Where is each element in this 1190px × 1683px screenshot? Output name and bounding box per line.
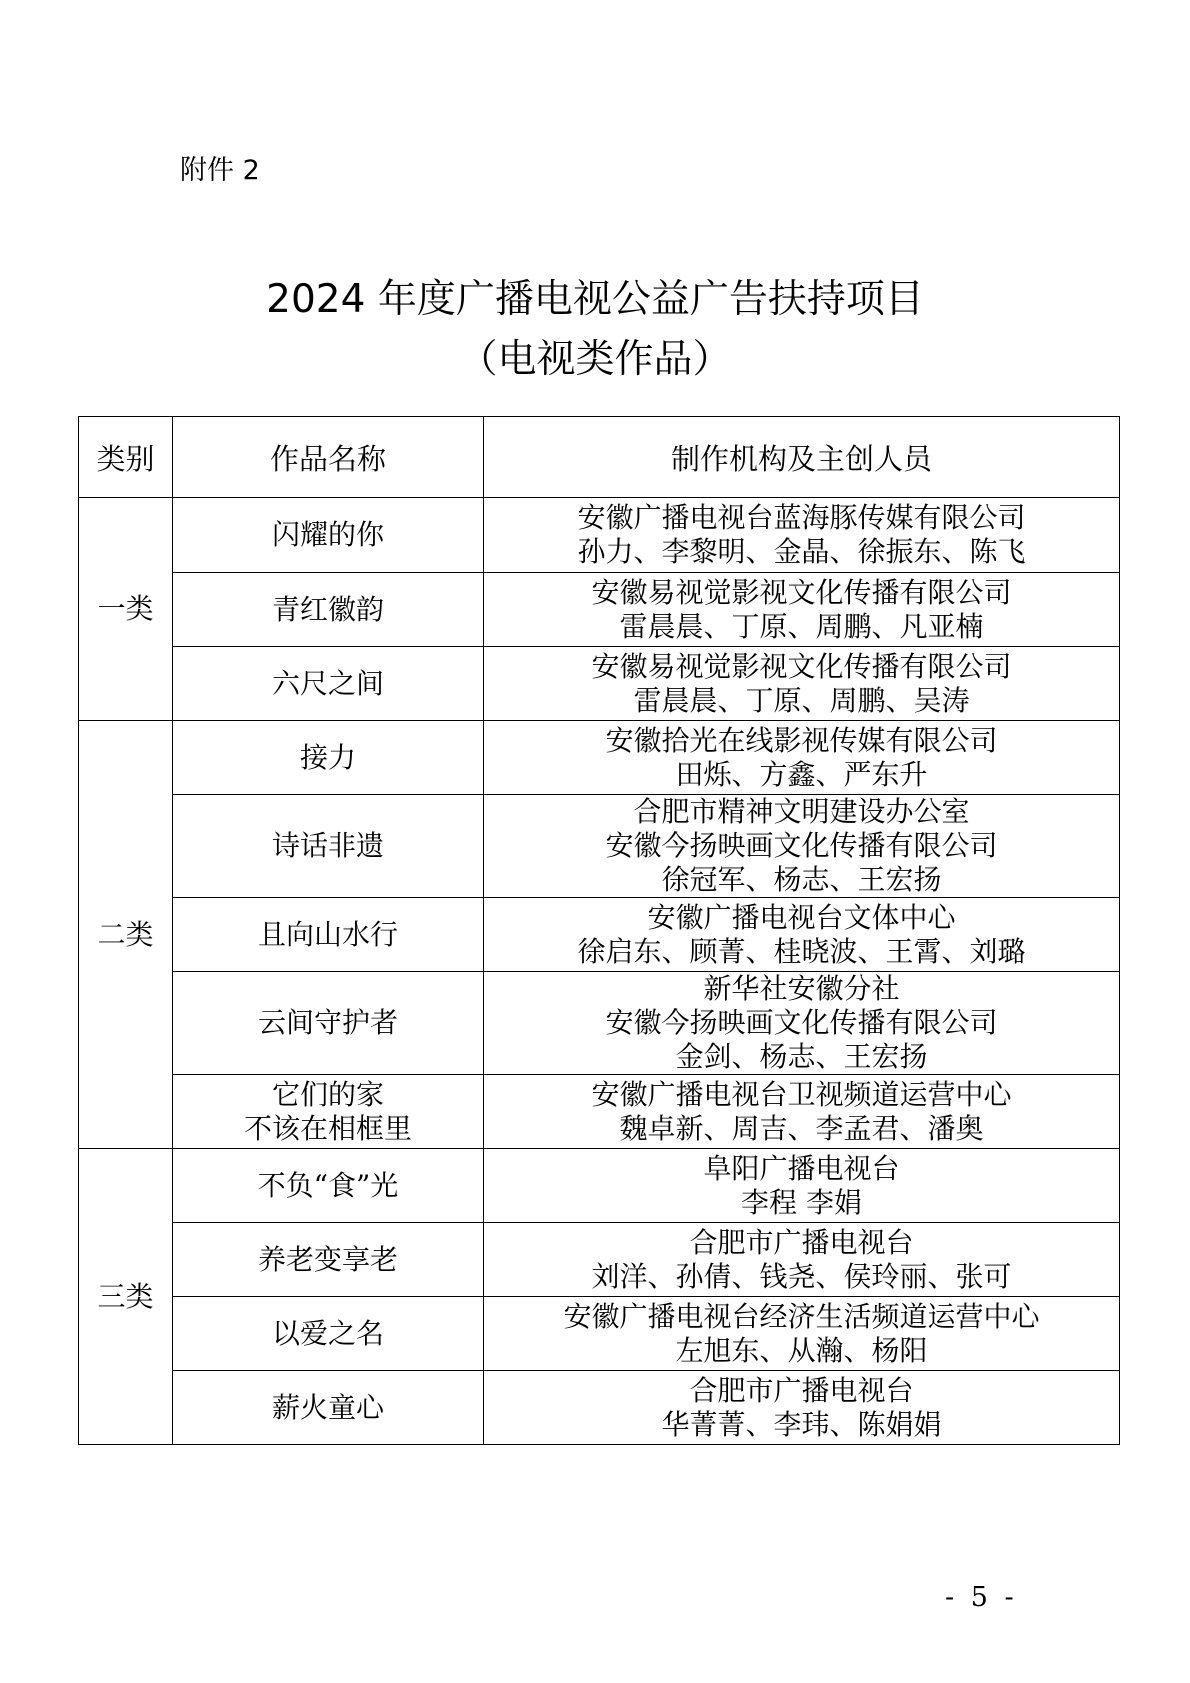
table-row xyxy=(79,1223,1120,1297)
work-name-cell xyxy=(173,1371,484,1445)
producer-cell xyxy=(484,972,1120,1075)
work-name-cell xyxy=(173,1149,484,1223)
projects-table xyxy=(78,416,1120,1445)
category-cell: 二类 xyxy=(79,721,173,1149)
table-row xyxy=(79,898,1120,972)
work-name-cell xyxy=(173,721,484,795)
work-name-line: 闪耀的你 xyxy=(271,518,384,551)
table-header-row xyxy=(79,417,1120,498)
producer-cell xyxy=(484,498,1120,573)
producer-line: 安徽广播电视台蓝海豚传媒有限公司 xyxy=(577,501,1026,534)
producer-line: 安徽易视觉影视文化传播有限公司 xyxy=(591,575,1012,609)
producer-line: 魏卓新、周吉、李孟君、潘奥 xyxy=(619,1111,984,1145)
producer-cell xyxy=(484,647,1120,721)
producer-line: 安徽广播电视台卫视频道运营中心 xyxy=(591,1077,1012,1111)
work-name-cell xyxy=(173,498,484,573)
work-name-line: 不负“食”光 xyxy=(257,1168,399,1202)
producer-cell xyxy=(484,721,1120,795)
work-name-line: 不该在相框里 xyxy=(243,1111,412,1145)
page-number: - 5 - xyxy=(945,1582,1018,1613)
producer-cell xyxy=(484,1223,1120,1297)
producer-line: 金剑、杨志、王宏扬 xyxy=(675,1040,928,1073)
work-name-line: 诗话非遗 xyxy=(271,829,384,862)
producer-line: 左旭东、从瀚、杨阳 xyxy=(675,1333,928,1367)
document-title: 2024 年度广播电视公益广告扶持项目 xyxy=(266,277,924,322)
table-row xyxy=(79,1371,1120,1445)
producer-cell xyxy=(484,1371,1120,1445)
work-name-line: 且向山水行 xyxy=(257,917,398,951)
work-name-line: 它们的家 xyxy=(271,1077,384,1111)
table-row xyxy=(79,721,1120,795)
work-name-line: 以爱之名 xyxy=(271,1316,384,1350)
producer-cell xyxy=(484,1297,1120,1371)
header-category: 类别 xyxy=(79,417,173,498)
producer-line: 阜阳广播电视台 xyxy=(703,1151,900,1185)
producer-line: 雷晨晨、丁原、周鹏、凡亚楠 xyxy=(619,609,984,643)
producer-line: 孙力、李黎明、金晶、徐振东、陈飞 xyxy=(577,535,1026,568)
work-name-line: 六尺之间 xyxy=(271,666,384,700)
producer-line: 安徽拾光在线影视传媒有限公司 xyxy=(605,723,998,757)
work-name-cell xyxy=(173,972,484,1075)
producer-line: 徐冠军、杨志、王宏扬 xyxy=(661,863,942,896)
producer-line: 安徽今扬映画文化传播有限公司 xyxy=(605,1006,998,1039)
producer-line: 合肥市精神文明建设办公室 xyxy=(633,795,970,828)
work-name-cell xyxy=(173,795,484,898)
attachment-label: 附件 2 xyxy=(180,155,260,186)
producer-line: 刘洋、孙倩、钱尧、侯玲丽、张可 xyxy=(591,1259,1012,1293)
producer-line: 田烁、方鑫、严东升 xyxy=(675,757,928,791)
header-work-name: 作品名称 xyxy=(173,417,484,498)
table-body xyxy=(79,498,1120,1445)
table-row xyxy=(79,647,1120,721)
producer-cell xyxy=(484,898,1120,972)
work-name-cell xyxy=(173,647,484,721)
producer-line: 合肥市广播电视台 xyxy=(689,1225,914,1259)
table-row xyxy=(79,1149,1120,1223)
header-producer: 制作机构及主创人员 xyxy=(484,417,1120,498)
work-name-line: 养老变享老 xyxy=(257,1242,398,1276)
table-row xyxy=(79,1075,1120,1149)
work-name-line: 接力 xyxy=(299,740,356,774)
producer-line: 华菁菁、李玮、陈娟娟 xyxy=(661,1407,942,1441)
producer-line: 安徽今扬映画文化传播有限公司 xyxy=(605,829,998,862)
work-name-line: 青红徽韵 xyxy=(271,592,384,626)
producer-line: 李程 李娟 xyxy=(741,1185,862,1219)
producer-cell xyxy=(484,573,1120,647)
table-row xyxy=(79,972,1120,1075)
producer-line: 雷晨晨、丁原、周鹏、吴涛 xyxy=(633,683,970,717)
producer-line: 安徽易视觉影视文化传播有限公司 xyxy=(591,649,1012,683)
work-name-cell xyxy=(173,573,484,647)
work-name-cell xyxy=(173,1075,484,1149)
producer-cell xyxy=(484,1075,1120,1149)
producer-line: 新华社安徽分社 xyxy=(703,972,900,1005)
producer-cell xyxy=(484,1149,1120,1223)
producer-line: 徐启东、顾菁、桂晓波、王霄、刘璐 xyxy=(577,934,1026,968)
producer-cell xyxy=(484,795,1120,898)
work-name-line: 云间守护者 xyxy=(257,1006,398,1039)
work-name-line: 薪火童心 xyxy=(271,1390,384,1424)
document-subtitle: （电视类作品） xyxy=(458,337,732,382)
table-row xyxy=(79,795,1120,898)
work-name-cell xyxy=(173,1223,484,1297)
table-row xyxy=(79,573,1120,647)
category-cell: 三类 xyxy=(79,1149,173,1445)
producer-line: 安徽广播电视台经济生活频道运营中心 xyxy=(563,1299,1040,1333)
table-row xyxy=(79,1297,1120,1371)
table-row xyxy=(79,498,1120,573)
category-cell: 一类 xyxy=(79,498,173,721)
producer-line: 安徽广播电视台文体中心 xyxy=(647,900,956,934)
work-name-cell xyxy=(173,1297,484,1371)
producer-line: 合肥市广播电视台 xyxy=(689,1373,914,1407)
work-name-cell xyxy=(173,898,484,972)
